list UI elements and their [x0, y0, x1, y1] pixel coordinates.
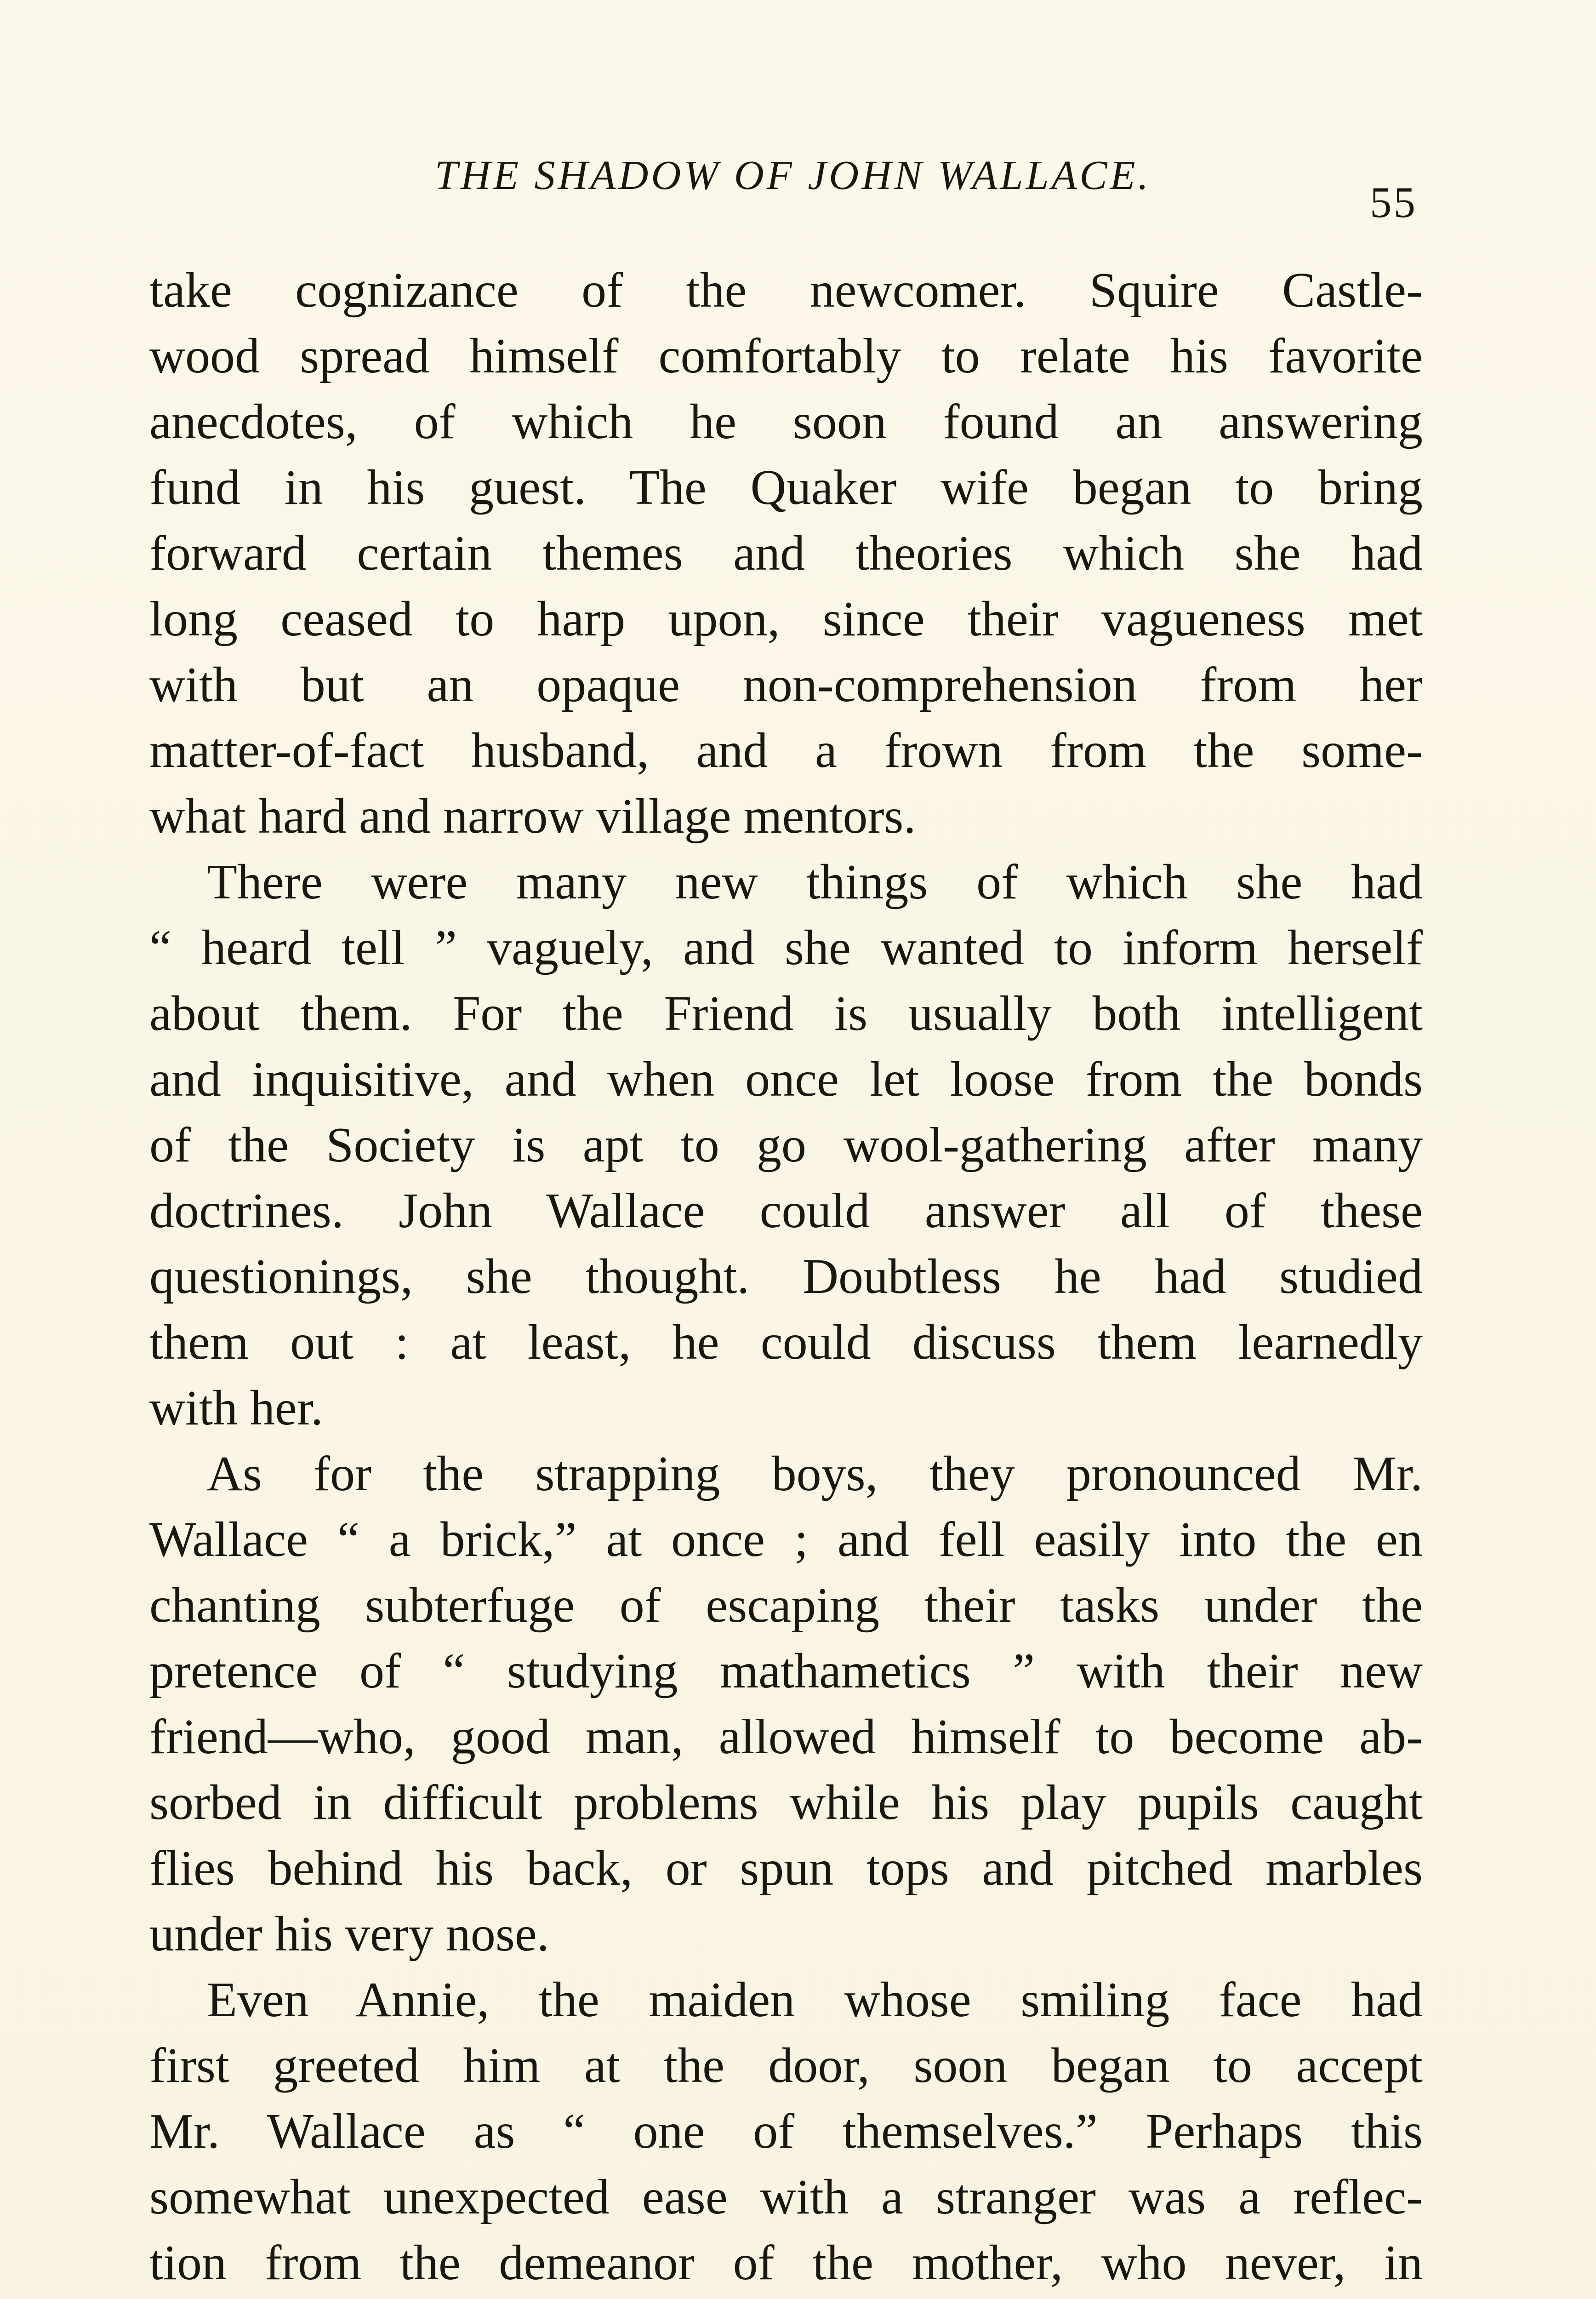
text-line: flies behind his back, or spun tops and pitched marbles — [149, 1841, 1423, 1896]
text-line: “ heard tell ” vaguely, and she wanted to inform herself — [149, 921, 1423, 975]
text-line: of the Society is apt to go wool-gathering after many — [149, 1118, 1423, 1172]
paragraph-first-line: As for the strapping boys, they pronounced Mr. — [207, 1447, 1423, 1501]
text-line: matter-of-fact husband, and a frown from the some- — [149, 723, 1423, 778]
text-line: questionings, she thought. Doubtless he had studied — [149, 1249, 1423, 1304]
page-number: 55 — [1370, 178, 1417, 227]
text-line: with but an opaque non-comprehension from her — [149, 658, 1423, 712]
paragraph-first-line: There were many new things of which she had — [207, 855, 1423, 909]
paragraph-first-line: Even Annie, the maiden whose smiling face had — [207, 1973, 1423, 2027]
text-line — [149, 2296, 1423, 2299]
text-line: doctrines. John Wallace could answer all of these — [149, 1184, 1423, 1238]
text-line: take cognizance of the newcomer. Squire Castle- — [149, 263, 1423, 318]
body-text — [149, 257, 1423, 2299]
text-line: anecdotes, of which he soon found an answering — [149, 395, 1423, 449]
text-line: wood spread himself comfortably to relate his favorite — [149, 329, 1423, 383]
text-line: and inquisitive, and when once let loose from the bonds — [149, 1052, 1423, 1107]
text-line: tion from the demeanor of the mother, who never, in — [149, 2236, 1423, 2290]
text-line: Mr. Wallace as “ one of themselves.” Perhaps this — [149, 2104, 1423, 2159]
text-line: chanting subterfuge of escaping their tasks under the — [149, 1578, 1423, 1633]
text-line: sorbed in difficult problems while his play pupils caught — [149, 1775, 1423, 1830]
text-line: with her. — [149, 1381, 323, 1435]
text-line: them out : at least, he could discuss them learnedly — [149, 1315, 1423, 1370]
text-line: Wallace “ a brick,” at once ; and fell easily into the en — [149, 1512, 1423, 1567]
text-line: what hard and narrow village mentors. — [149, 789, 916, 844]
text-line: long ceased to harp upon, since their vagueness met — [149, 592, 1423, 646]
text-line: about them. For the Friend is usually both intelligent — [149, 986, 1423, 1041]
text-line: first greeted him at the door, soon began to accept — [149, 2038, 1423, 2093]
text-line: under his very nose. — [149, 1907, 549, 1962]
text-line: somewhat unexpected ease with a stranger was a reflec- — [149, 2170, 1423, 2225]
text-line: friend—who, good man, allowed himself to become ab- — [149, 1710, 1423, 1764]
text-line: fund in his guest. The Quaker wife began to bring — [149, 460, 1423, 515]
running-head-title: THE SHADOW OF JOHN WALLACE. — [434, 153, 1151, 198]
text-line: forward certain themes and theories which she had — [149, 526, 1423, 581]
text-line: pretence of “ studying mathametics ” with their new — [149, 1644, 1423, 1699]
